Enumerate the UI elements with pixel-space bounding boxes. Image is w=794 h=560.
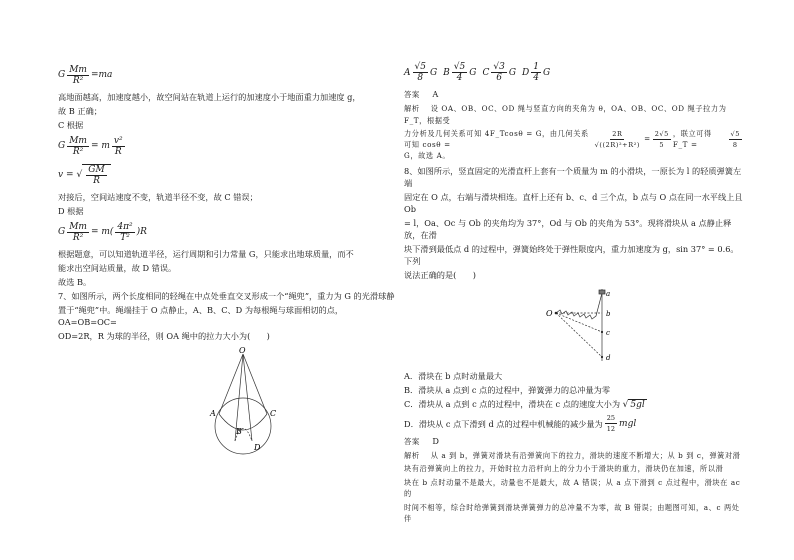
explanation-7-line: 解析 设 OA、OB、OC、OD 绳与竖直方向的夹角为 θ，OA、OB、OC、OD 绳子拉力为 F_T，根据受 [404,104,727,125]
question-8-line: 块下滑到最低点 d 的过程中，弹簧始终处于弹性限度内，重力加速度为 g，sin 37° = 0.6。下列 [404,243,739,266]
answer-8: 答案 D [404,435,439,446]
option-7-a: A $\frac{√5}{8}$ G [404,61,438,83]
label-b: b [606,309,611,318]
text-line: 故选 B。 [58,277,92,287]
left-column [58,60,396,469]
option-7-c: C $\frac{√3}{6}$ G [482,61,517,83]
question-8-line: 说法正确的是( ) [404,269,476,280]
label-A: A [210,409,216,418]
equation-gravity-ma: G $\frac{Mm}{\text{R²}}$ =ma [58,64,113,86]
question-7-line: 置于“绳兜”中。绳端挂于 O 点静止，A、B、C、D 为每根绳与球面相切的点，OA=OB=OC= [58,305,344,327]
label-O: O [239,346,246,355]
question-8-line: 8、如图所示，竖直固定的光滑直杆上套有一个质量为 m 的小滑块，一原长为 l 的轻质弹簧左端 [404,165,742,188]
right-column [404,60,744,527]
label-a: a [606,289,611,298]
rope-net-ball-figure [188,346,298,466]
question-8-line: = l，Oa、Oc 与 Ob 的夹角均为 37°，Od 与 Ob 的夹角为 53°。现将滑块从 a 点静止释放，在滑 [404,217,732,240]
explanation-7-equation: 力分析及几何关系可知 4F_Tcosθ = G，由几何关系可知 cosθ = $\frac{2R}{\text{√((2R)²+R²)}}$ = $\frac{2√5}{5}$ ，联立可得 F_T = $\frac{√5}{8}$ [404,128,740,149]
option-8-b: B．滑块从 a 点到 c 点的过程中，弹簧弹力的总冲量为零 [404,384,611,395]
option-8-d: D．滑块从 c 点下滑到 d 点的过程中机械能的减少量为 $\frac{25}{12}$ mgl [404,414,637,433]
label-B: B [236,427,242,436]
label-D: D [254,443,261,452]
explanation-8-line: 块有沿弹簧向上的拉力，开始时拉力沿杆向上的分力小于滑块的重力，滑块仍在加速，所以滑 [404,464,724,473]
text-line: C 根据 [58,120,84,130]
option-7-b: B $\frac{√5}{4}$ G [443,61,477,83]
text-line: 能求出空间站质量，故 D 错误。 [58,263,177,273]
label-d: d [606,353,611,362]
text-line: D 根据 [58,206,84,216]
option-8-a: A．滑块在 b 点时动量最大 [404,370,503,381]
question-7-line: OD=2R，R 为球的半径，则 OA 绳中的拉力大小为( ) [58,331,270,341]
equation-period: G $\frac{Mm}{\text{R²}}$ = m( $\frac{\text{4π²}}{\text{T²}}$ )R [58,221,147,243]
text-line: 高地面越高，加速度越小，故空间站在轨道上运行的加速度小于地面重力加速度 g， [58,92,361,102]
option-8-c: C．滑块从 a 点到 c 点的过程中，滑块在 c 点的速度大小为 √ 5gl [404,398,645,410]
equation-velocity: v = √ $\frac{GM}{R}$ [58,162,396,188]
label-C: C [270,409,277,418]
question-7-line: 7、如图所示，两个长度相同的轻绳在中点处垂直交叉形成一个“绳兜”，重力为 G 的光滑球静 [58,291,395,301]
label-c: c [606,328,610,337]
explanation-7-line: G，故选 A。 [404,151,451,160]
question-8-line: 固定在 O 点，右端与滑块相连。直杆上还有 b、c、d 三个点，b 点与 O 点在同一水平线上且 Ob [404,191,743,214]
explanation-8-line: 时间不相等，综合时给弹簧到滑块弹簧弹力的总冲量不为零，故 B 错误；由题图可知，a、c 两处伴 [404,502,740,523]
label-O: O [546,308,553,318]
text-line: 根据题意，可以知道轨道半径，运行周期和引力常量 G，只能求出地球质量，而不 [58,249,354,259]
spring-rod-figure [544,285,624,365]
explanation-8-line: 块在 b 点时动量不是最大，动量也不是最大，故 A 错误；从 a 点下滑到 c 点过程中，滑块在 ac 的 [404,477,741,498]
option-7-d: D $\frac{1}{4}$ G [522,61,551,83]
text-line: 对接后，空间站速度不变，轨道半径不变，故 C 错误； [58,192,258,202]
equation-gravity-centripetal: G $\frac{Mm}{\text{R²}}$ = m $\frac{\text{v²}}{R}$ [58,135,123,157]
answer-7: 答案 A [404,89,439,99]
text-line: 故 B 正确； [58,106,102,116]
explanation-8-line: 解析 从 a 到 b，弹簧对滑块有沿弹簧向下的拉力，滑块的速度不断增大；从 b 到 c，弹簧对滑 [404,450,741,460]
question-7-options [404,60,744,84]
fraction: $\frac{Mm}{\text{R²}}$ [69,64,87,86]
